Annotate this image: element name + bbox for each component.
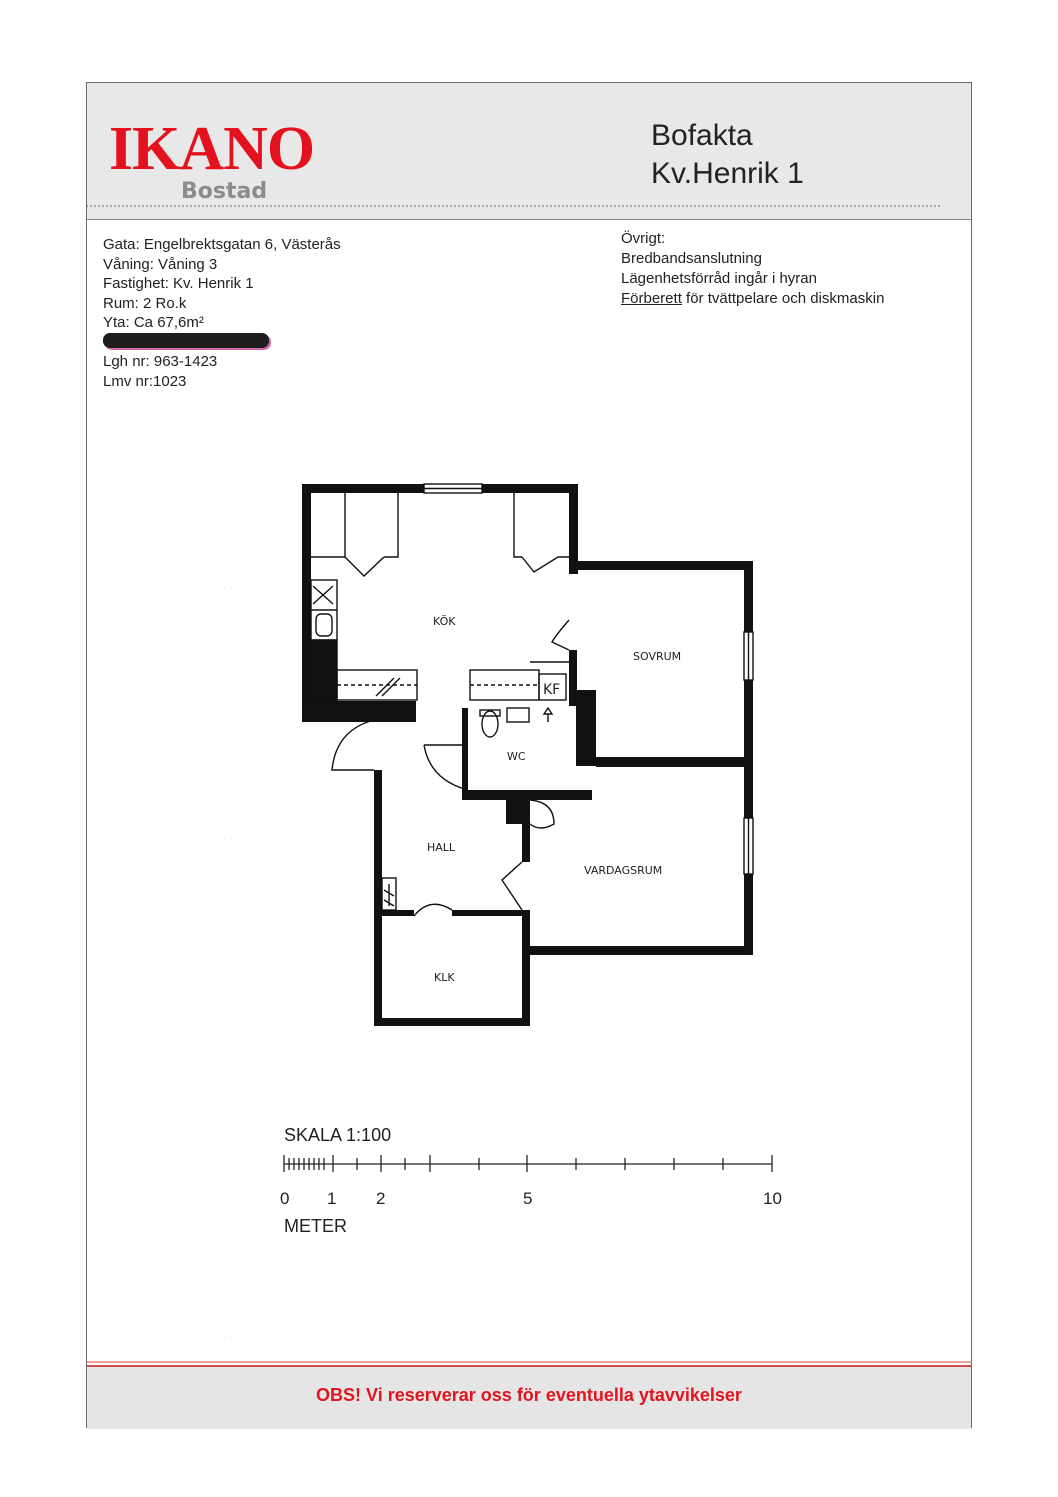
property-info — [103, 235, 341, 391]
room-label-kok: KÖK — [433, 615, 456, 628]
info-area: Yta: Ca 67,6m² — [103, 314, 204, 331]
footer — [87, 1365, 971, 1429]
other-line-3-rest: för tvättpelare och diskmaskin — [681, 290, 885, 307]
other-line-3-underlined: Förberett — [621, 290, 682, 307]
scale-label-2: 2 — [376, 1189, 386, 1208]
title-line-2: Kv.Henrik 1 — [651, 157, 804, 190]
room-label-klk: KLK — [434, 971, 455, 984]
logo-sub: Bostad — [181, 179, 268, 204]
scale-label-5: 5 — [523, 1189, 533, 1208]
header — [87, 83, 971, 220]
room-label-hall: HALL — [427, 841, 456, 854]
other-line-1: Bredbandsanslutning — [621, 250, 762, 267]
info-lmv-number: Lmv nr:1023 — [103, 372, 187, 390]
margin-smudge: · · · · · — [205, 585, 234, 592]
info-floor: Våning: Våning 3 — [103, 255, 218, 273]
footer-notice: OBS! Vi reserverar oss för eventuella ytavvikelser — [316, 1385, 742, 1405]
scale-label-1: 1 — [327, 1189, 337, 1208]
room-label-sovrum: SOVRUM — [633, 650, 682, 663]
info-street: Gata: Engelbrektsgatan 6, Västerås — [103, 236, 341, 253]
other-heading: Övrigt: — [621, 230, 666, 247]
redaction-mark — [103, 333, 269, 348]
scale-unit: METER — [284, 1216, 347, 1236]
room-label-wc: WC — [507, 750, 526, 763]
other-info — [621, 229, 884, 309]
room-label-vardagsrum: VARDAGSRUM — [584, 864, 663, 877]
title-line-1: Bofakta — [651, 119, 753, 152]
document-frame — [86, 82, 972, 1428]
info-rooms: Rum: 2 Ro.k — [103, 294, 187, 312]
page-title — [651, 117, 804, 193]
margin-smudge: · · · · · — [205, 1335, 234, 1342]
margin-smudge: · · · · · — [205, 1085, 234, 1092]
info-apartment-number: Lgh nr: 963-1423 — [103, 353, 218, 370]
scale-title: SKALA 1:100 — [284, 1125, 392, 1145]
scale-label-0: 0 — [280, 1189, 290, 1208]
other-line-3 — [621, 289, 884, 309]
room-label-kf: KF — [543, 682, 561, 698]
scale-label-10: 10 — [763, 1189, 782, 1208]
margin-smudge: · · · · · — [205, 835, 234, 842]
other-line-2: Lägenhetsförråd ingår i hyran — [621, 270, 817, 287]
ikano-logo — [109, 115, 349, 211]
logo-brand: IKANO — [109, 115, 315, 183]
info-property: Fastighet: Kv. Henrik 1 — [103, 275, 254, 292]
